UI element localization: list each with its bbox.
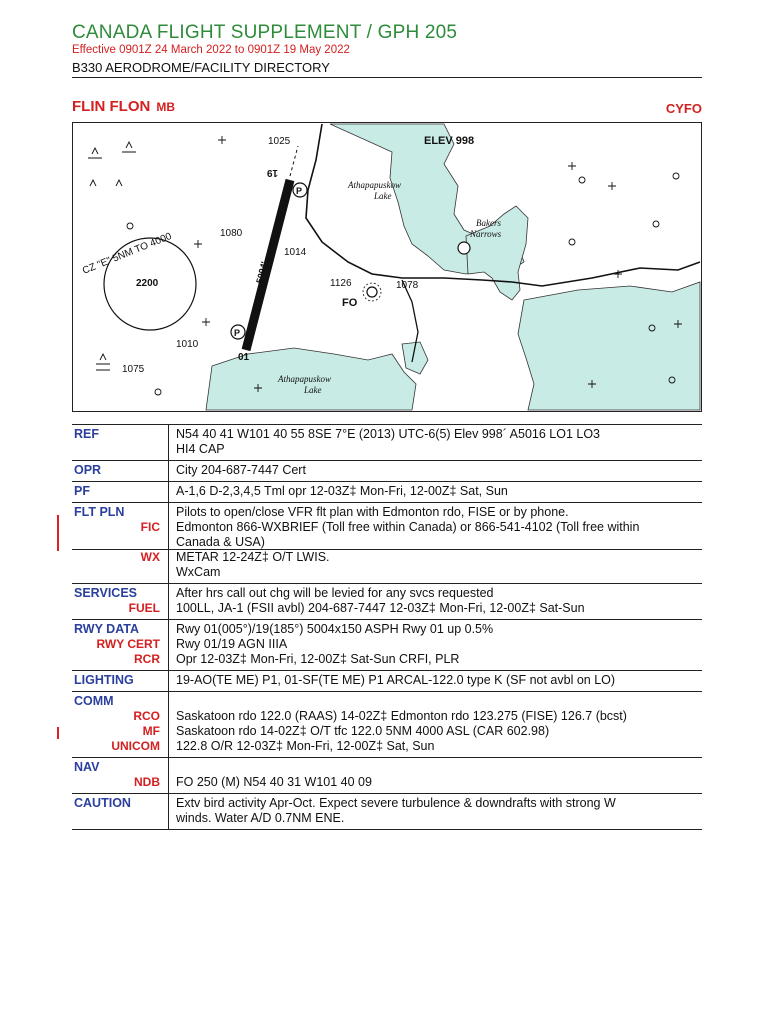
map-bakers-line2: Narrows	[470, 229, 502, 239]
map-lake-north-line2: Lake	[374, 191, 392, 201]
row-label: LIGHTING	[74, 673, 134, 687]
row-value-cell	[169, 620, 702, 670]
row-value-line: N54 40 41 W101 40 55 8SE 7°E (2013) UTC-6(5) Elev 998´ A5016 LO1 LO3	[176, 427, 600, 441]
row-label: SERVICES	[74, 586, 137, 600]
lake-east-shape	[518, 282, 700, 410]
map-height-1014: 1014	[284, 247, 307, 258]
row-label: COMM	[74, 694, 114, 708]
change-bar-comm	[57, 727, 59, 739]
row-value-cell	[169, 671, 702, 691]
table-row	[72, 425, 702, 461]
row-value-cell	[169, 425, 702, 460]
map-elev: ELEV 998	[424, 135, 475, 147]
header-rule	[72, 77, 702, 78]
row-sublabel: UNICOM	[111, 739, 160, 753]
row-value-line: METAR 12-24Z‡ O/T LWIS.	[176, 550, 330, 564]
row-value-line: Canada & USA)	[176, 535, 265, 549]
row-label: REF	[74, 427, 99, 441]
row-label-cell	[72, 425, 169, 460]
row-value-line: After hrs call out chg will be levied for any svcs requested	[176, 586, 494, 600]
row-value-line: 100LL, JA-1 (FSII avbl) 204-687-7447 12-03Z‡ Mon-Fri, 12-00Z‡ Sat-Sun	[176, 601, 585, 615]
row-value-line: City 204-687-7447 Cert	[176, 463, 306, 477]
row-label-cell	[72, 503, 169, 583]
row-value-cell	[169, 758, 702, 793]
row-label-cell	[72, 620, 169, 670]
row-value-line: Pilots to open/close VFR flt plan with Edmonton rdo, FISE or by phone.	[176, 505, 569, 519]
map-fo-label: FO	[342, 297, 358, 309]
map-bakers-line1: Bakers	[476, 218, 501, 228]
table-row	[72, 584, 702, 620]
row-value-line: FO 250 (M) N54 40 31 W101 40 09	[176, 775, 372, 789]
row-value-line: Edmonton 866-WXBRIEF (Toll free within Canada) or 866-541-4102 (Toll free within	[176, 520, 640, 534]
map-cz-label: CZ "E" 5NM TO 4000	[81, 230, 174, 277]
row-label: CAUTION	[74, 796, 131, 810]
supplement-title: CANADA FLIGHT SUPPLEMENT / GPH 205	[72, 22, 458, 43]
row-value-line: Saskatoon rdo 122.0 (RAAS) 14-02Z‡ Edmonton rdo 123.275 (FISE) 126.7 (bcst)	[176, 709, 627, 723]
map-runway-length: 5004'	[254, 260, 270, 285]
row-label: OPR	[74, 463, 102, 477]
map-rwy-19: 19	[266, 167, 278, 178]
map-height-1025: 1025	[268, 136, 291, 147]
row-value-cell	[169, 692, 702, 757]
effective-dates: Effective 0901Z 24 March 2022 to 0901Z 19 May 2022	[72, 44, 350, 56]
aerodrome-data-table	[72, 424, 702, 830]
table-row	[72, 794, 702, 830]
map-lake-south-line2: Lake	[304, 385, 322, 395]
aerodrome-ident: CYFO	[665, 101, 702, 116]
row-sublabel: FIC	[140, 520, 160, 534]
aerodrome-province: MB	[156, 100, 175, 114]
row-label-cell	[72, 461, 169, 481]
row-sublabel: RCO	[133, 709, 160, 723]
map-height-1078: 1078	[396, 280, 419, 291]
row-value-line: WxCam	[176, 565, 221, 579]
row-value-cell	[169, 503, 702, 583]
map-lake-north-line1: Athapapuskow	[348, 180, 401, 190]
row-sublabel: NDB	[134, 775, 160, 789]
table-bottom-rule	[72, 549, 702, 550]
row-sublabel: MF	[142, 724, 160, 738]
table-row	[72, 692, 702, 758]
row-value-line: HI4 CAP	[176, 442, 225, 456]
water-aerodrome-symbol	[458, 242, 470, 254]
row-sublabel	[72, 535, 168, 550]
row-label: FLT PLN	[74, 505, 125, 519]
map-height-1080: 1080	[220, 228, 243, 239]
row-value-line: Rwy 01(005°)/19(185°) 5004x150 ASPH Rwy 01 up 0.5%	[176, 622, 494, 636]
row-sublabel: FUEL	[128, 601, 160, 615]
row-value-cell	[169, 482, 702, 502]
row-label-cell	[72, 584, 169, 619]
row-sublabel: RWY CERT	[96, 637, 160, 651]
row-sublabel: RCR	[134, 652, 160, 666]
row-label-cell	[72, 758, 169, 793]
aerodrome-name-text: FLIN FLON	[72, 98, 151, 115]
row-value-line: Rwy 01/19 AGN IIIA	[176, 637, 288, 651]
table-row	[72, 482, 702, 503]
row-sublabel: WX	[140, 550, 160, 564]
row-label: PF	[74, 484, 90, 498]
map-parking-south-label: P	[234, 328, 241, 338]
map-height-1126: 1126	[330, 278, 352, 289]
aerodrome-name	[72, 98, 175, 115]
table-row	[72, 758, 702, 794]
row-label-cell	[72, 794, 169, 829]
table-row	[72, 503, 702, 584]
row-label: RWY DATA	[74, 622, 140, 636]
change-bar-flt-pln	[57, 515, 59, 551]
section-title: B330 AERODROME/FACILITY DIRECTORY	[72, 60, 330, 75]
row-value-line	[176, 760, 702, 775]
row-value-line: Extv bird activity Apr-Oct. Expect severe turbulence & downdrafts with strong W	[176, 796, 616, 810]
row-value-line: Opr 12-03Z‡ Mon-Fri, 12-00Z‡ Sat-Sun CRFI, PLR	[176, 652, 460, 666]
row-value-line: A-1,6 D-2,3,4,5 Tml opr 12-03Z‡ Mon-Fri, 12-00Z‡ Sat, Sun	[176, 484, 508, 498]
map-rwy-01: 01	[238, 352, 250, 363]
map-height-1010: 1010	[176, 339, 199, 350]
row-value-line: winds. Water A/D 0.7NM ENE.	[176, 811, 345, 825]
map-height-2200: 2200	[136, 278, 159, 289]
row-value-cell	[169, 461, 702, 481]
row-value-cell	[169, 794, 702, 829]
row-label-cell	[72, 482, 169, 502]
table-row	[72, 461, 702, 482]
map-lake-south-line1: Athapapuskow	[278, 374, 331, 384]
row-label-cell	[72, 692, 169, 757]
row-sublabel	[72, 565, 168, 580]
aerodrome-sketch-map	[72, 122, 702, 412]
table-row	[72, 671, 702, 692]
row-value-line: 19-AO(TE ME) P1, 01-SF(TE ME) P1 ARCAL-122.0 type K (SF not avbl on LO)	[176, 673, 616, 687]
map-parking-north-label: P	[296, 186, 303, 196]
row-label-cell	[72, 671, 169, 691]
row-value-line: Saskatoon rdo 14-02Z‡ O/T tfc 122.0 5NM 4000 ASL (CAR 602.98)	[176, 724, 550, 738]
row-label: NAV	[74, 760, 100, 774]
table-row	[72, 620, 702, 671]
row-value-cell	[169, 584, 702, 619]
map-height-1075: 1075	[122, 364, 145, 375]
row-value-line: 122.8 O/R 12-03Z‡ Mon-Fri, 12-00Z‡ Sat, Sun	[176, 739, 435, 753]
row-value-line	[176, 694, 702, 709]
